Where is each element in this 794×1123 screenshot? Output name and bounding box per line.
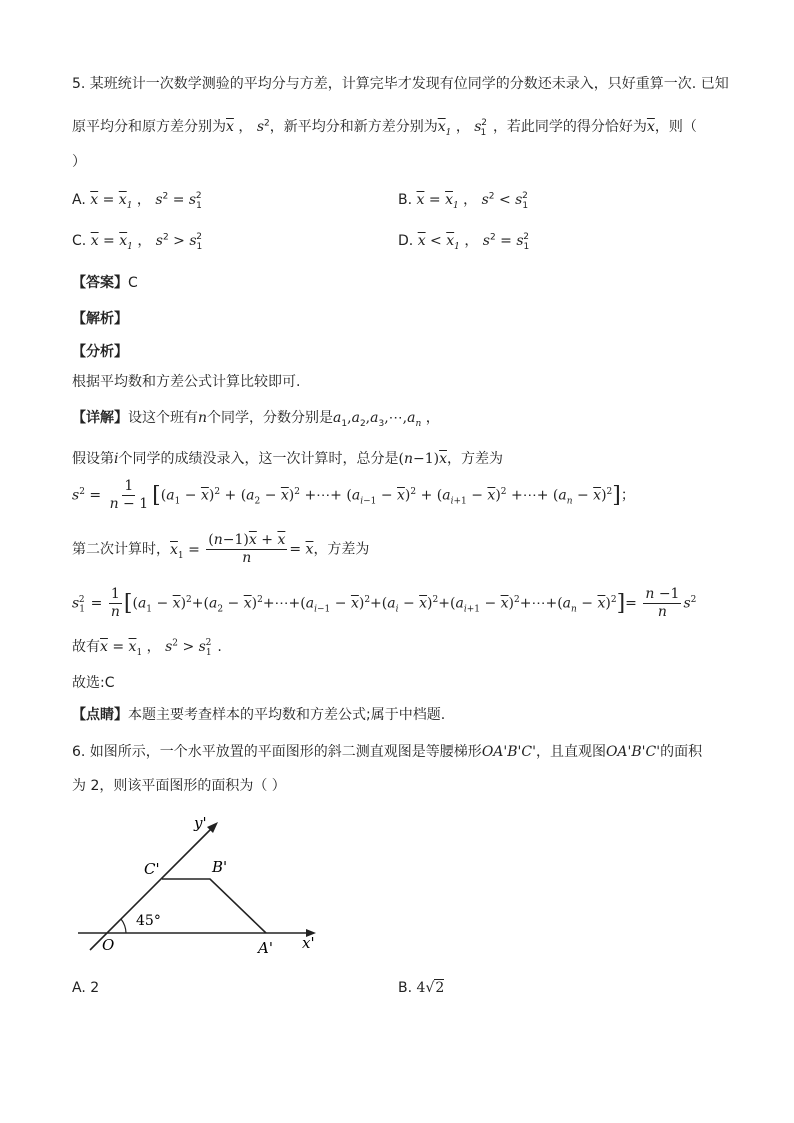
- label-b: B': [212, 858, 228, 876]
- label-c: C': [144, 860, 160, 878]
- q6-option-b[interactable]: B. 4√2: [398, 980, 445, 996]
- q5-stem-line3: ）: [72, 154, 86, 170]
- q5-fenxi-tag: 【分析】: [72, 344, 128, 360]
- q5-jiexi-tag: 【解析】: [72, 311, 128, 327]
- angle-arc: [121, 919, 126, 933]
- q5-variance-formula-2: $s_1^2$ = $\frac{1}{n}$ [$(a_1 - \overline{x})^2+(a_2$ − $\overline{x})^2+\cdots+(a_{i-1} - \overline{x})^2+(a_i - \overline{x})^2+(a_{i+1}$ − $\overline{x})^2+\cdots+(a_n - \overline{x})^2]=$ $\frac{n -1}{n}$ $s^2$: [72, 586, 697, 620]
- q5-detail: 【详解】设这个班有n个同学，分数分别是$a_1,a_2,a_3,\cdots,a_n$ ，: [72, 410, 440, 429]
- q5-option-d[interactable]: D. $\overline{x} < \overline{x}_1$ ， $s^2 = s_1^2$: [398, 232, 530, 252]
- q6-option-a[interactable]: A. 2: [72, 980, 100, 996]
- q5-option-c[interactable]: C. $\overline{x} = \overline{x}_1$ ， $s^2 > s_1^2$: [72, 232, 203, 252]
- y-prime-axis: [90, 826, 214, 950]
- q5-dianjing: 【点睛】本题主要考查样本的平均数和方差公式;属于中档题.: [72, 707, 446, 723]
- q6-trapezoid-figure: [70, 808, 330, 958]
- q5-stem-line1: 5. 某班统计一次数学测验的平均分与方差，计算完毕才发现有位同学的分数还未录入，只好重算一次. 已知: [72, 76, 729, 92]
- label-y: y': [194, 814, 207, 832]
- label-a: A': [258, 939, 273, 957]
- q5-choose: 故选:C: [72, 675, 115, 691]
- q5-assume: 假设第i个同学的成绩没录入，这一次计算时，总分是$(n-1)\overline{x}$，方差为: [72, 451, 503, 467]
- q5-option-a[interactable]: A. $\overline{x} = \overline{x}_1$ ， $s^2 = s_1^2$: [72, 191, 202, 211]
- trapezoid-edges: [162, 879, 266, 933]
- q5-stem-line2: 原平均分和原方差分别为$\overline{x}$ ， $s^2$，新平均分和新方差分别为$\overline{x}_1$ ， $s_1^2$ ，若此同学的得分恰好为$\overline{x}$，则（: [72, 118, 697, 138]
- q6-stem-line1: 6. 如图所示，一个水平放置的平面图形的斜二测直观图是等腰梯形OA'B'C'，且直观图OA'B'C'的面积: [72, 744, 703, 760]
- q5-second-calc: 第二次计算时，$\overline{x}_1$ = $\frac{(n-1)\overline{x} + \overline{x}}{n}$ = $\overline{x}$，方差为: [72, 532, 370, 566]
- q6-stem-line2: 为 2，则该平面图形的面积为（ ）: [72, 778, 286, 794]
- q5-variance-formula-1: $s^2$ = $\frac{1}{n - 1}$ [$(a_1 - \overline{x})^2 + (a_2 - \overline{x})^2$ +⋯+ $(a_{i-1} - \overline{x})^2 + (a_{i+1} - \overline{x})^2$ +⋯+ $(a_n - \overline{x})^2$]；: [72, 478, 635, 512]
- label-angle: 45°: [136, 913, 161, 929]
- label-o: O: [102, 936, 115, 954]
- q5-option-b[interactable]: B. $\overline{x} = \overline{x}_1$ ， $s^2 < s_1^2$: [398, 191, 529, 211]
- q5-conclusion: 故有$\overline{x} = \overline{x}_1$ ， $s^2 > s_1^2$ .: [72, 638, 222, 658]
- q5-fenxi: 根据平均数和方差公式计算比较即可.: [72, 374, 301, 390]
- label-x: x': [302, 934, 315, 952]
- q5-answer: 【答案】C: [72, 275, 138, 291]
